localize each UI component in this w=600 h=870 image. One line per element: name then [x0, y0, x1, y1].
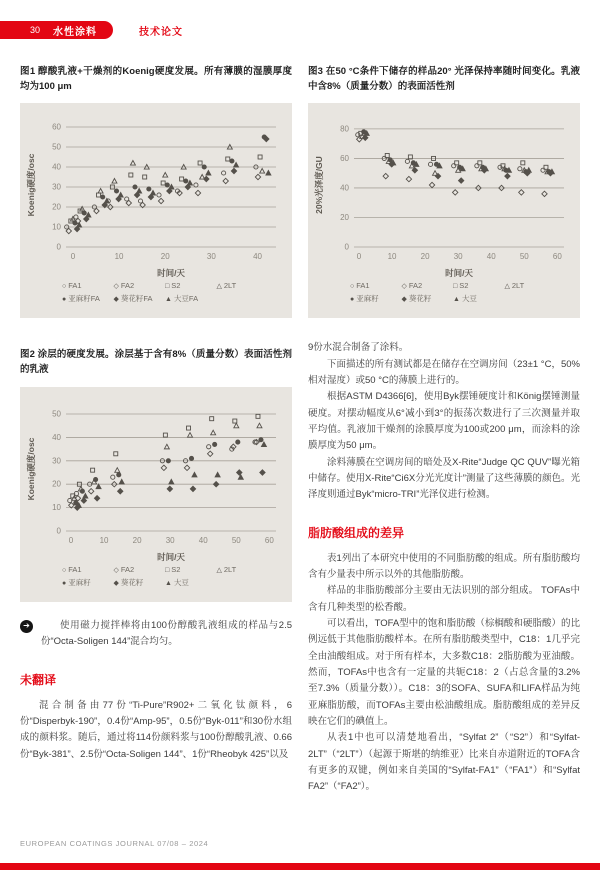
svg-text:20: 20 [52, 479, 61, 489]
figure2-caption: 图2 涂层的硬度发展。涂层基于含有8%（质量分数）表面活性剂的乳液 [20, 349, 292, 376]
legend-marker-icon: ◇ [113, 283, 119, 291]
svg-text:0: 0 [56, 242, 61, 252]
svg-text:20: 20 [340, 213, 349, 223]
legend-marker-icon: ▲ [165, 296, 172, 304]
svg-text:50: 50 [231, 535, 241, 545]
legend-marker-icon: ◆ [401, 296, 407, 304]
legend-marker-icon: ● [350, 296, 355, 304]
legend-item: ▲ 大豆FA [165, 294, 199, 304]
svg-text:Koenig硬度/osc: Koenig硬度/osc [26, 437, 36, 501]
svg-text:60: 60 [52, 122, 61, 132]
paragraph: 下面描述的所有测试都是在储存在空调房间（23±1 °C，50%相对湿度）或50 °C的薄膜上进行的。 [308, 358, 580, 387]
svg-text:50: 50 [52, 409, 61, 419]
svg-text:60: 60 [552, 252, 562, 262]
legend-item: ▲ 大豆 [165, 577, 189, 587]
svg-text:40: 40 [340, 183, 349, 193]
paragraph: 9份水混合制备了涂料。 [308, 342, 409, 354]
scatter-plot-koenig-hardness-paints [22, 399, 290, 563]
section-title: 水性涂料 [53, 26, 98, 38]
legend-item: □ S2 [453, 281, 469, 291]
footer-accent-bar [0, 863, 600, 870]
left-section-heading: 未翻译 [20, 672, 57, 687]
right-column [308, 65, 580, 796]
legend-marker-icon: ◇ [113, 566, 119, 574]
scatter-plot [22, 115, 288, 279]
figure3-legend [310, 279, 578, 310]
procedure-note-text: 使用磁力搅拌棒将由100份醇酸乳液组成的样品与2.5份“Octa-Soligen 144”混合均匀。 [41, 619, 292, 648]
legend-marker-icon: □ [165, 566, 170, 574]
two-column-layout [0, 65, 600, 796]
svg-text:20: 20 [420, 252, 430, 262]
legend-item: ◇ FA2 [113, 564, 135, 574]
legend-marker-icon: □ [453, 283, 458, 291]
svg-text:10: 10 [387, 252, 397, 262]
svg-text:20: 20 [132, 535, 142, 545]
legend-item: ◇ FA2 [401, 281, 423, 291]
svg-text:30: 30 [165, 535, 175, 545]
scatter-plot-gloss-retention [310, 115, 578, 279]
left-column [20, 65, 292, 796]
svg-text:0: 0 [344, 242, 349, 252]
svg-text:30: 30 [453, 252, 463, 262]
legend-item: △ 2LT [216, 564, 237, 574]
legend-marker-icon: ▲ [165, 579, 172, 587]
legend-item: □ S2 [165, 281, 181, 291]
svg-text:10: 10 [52, 502, 61, 512]
svg-text:20: 20 [160, 252, 170, 262]
article-type-label: 技术论文 [139, 26, 184, 38]
svg-text:30: 30 [206, 252, 216, 262]
right-body-text-top [308, 340, 580, 503]
legend-item: ○ FA1 [62, 564, 82, 574]
legend-marker-icon: ● [62, 579, 67, 587]
legend-marker-icon: ○ [62, 283, 67, 291]
legend-marker-icon: ◆ [113, 579, 119, 587]
legend-marker-icon: ○ [350, 283, 355, 291]
svg-text:30: 30 [52, 182, 61, 192]
legend-item: ● 亚麻籽 [350, 294, 379, 304]
svg-text:时间/天: 时间/天 [445, 268, 473, 279]
legend-marker-icon: ● [62, 296, 67, 304]
section-badge [0, 21, 113, 39]
page-header [0, 21, 600, 39]
legend-marker-icon: △ [216, 566, 222, 574]
svg-text:60: 60 [340, 154, 349, 164]
legend-marker-icon: ▲ [453, 296, 460, 304]
figure3-caption: 图3 在50 °C条件下储存的样品20° 光泽保持率随时间变化。乳液中含8%（质量分数）的表面活性剂 [308, 66, 580, 92]
svg-text:0: 0 [68, 535, 74, 545]
svg-text:40: 40 [253, 252, 262, 262]
paragraph: 混合制备由77份“Ti-Pure”R902+二氧化钛颜料，6份“Disperbyk-190”，0.4份“Amp-95”，0.5份“Byk-011”和30份水组成的颜料浆。随后，通过将114份颜料浆与100份醇酸乳液、0.66份“Byk-381”、2.5份“Octa-Soligen 144”、1份“Rheobyk 425”以及 [20, 699, 292, 760]
scatter-plot-koenig-hardness-emulsions [22, 115, 290, 279]
arrow-circle-icon: ➔ [20, 620, 33, 633]
figure1-caption: 图1 醇酸乳液+干燥剂的Koenig硬度发展。所有薄膜的湿膜厚度均为100 μm [20, 66, 292, 92]
svg-text:10: 10 [52, 222, 61, 232]
svg-text:50: 50 [52, 142, 61, 152]
legend-item: ◆ 葵花籽 [113, 577, 144, 587]
svg-text:Koenig硬度/osc: Koenig硬度/osc [26, 154, 36, 217]
svg-text:40: 40 [486, 252, 496, 262]
legend-item: △ 2LT [504, 281, 525, 291]
svg-text:40: 40 [198, 535, 208, 545]
legend-item: ▲ 大豆 [453, 294, 477, 304]
legend-marker-icon: ◆ [113, 296, 119, 304]
page-number: 30 [30, 25, 41, 35]
paragraph: 可以看出，TOFA型中的饱和脂肪酸（棕榈酸和硬脂酸）的比例远低于其他脂肪酸样本。在所有脂肪酸类型中，C18：1几乎完全由油酸组成。对于所有样本，大多数C18：2脂肪酸为亚油酸。然而，TOFAs中也含有一定量的共轭C18：2（占总含量的3.2%至7.3%（质量分数））。C18：3的SOFA、SUFA和LIFA样品为纯亚麻脂肪酸，而TOFAs主要由松油酸组成。脂肪酸组成的差异反映在它们的碘值上。 [308, 618, 580, 727]
svg-text:10: 10 [99, 535, 109, 545]
svg-text:40: 40 [52, 162, 61, 172]
legend-item: ● 亚麻籽 [62, 577, 91, 587]
legend-item: ○ FA1 [62, 281, 82, 291]
svg-text:20%光泽度/GU: 20%光泽度/GU [314, 156, 324, 215]
journal-footer: EUROPEAN COATINGS JOURNAL 07/08 – 2024 [20, 839, 209, 848]
figure1-legend [22, 279, 290, 310]
legend-item: △ 2LT [216, 281, 237, 291]
svg-text:40: 40 [52, 432, 61, 442]
scatter-plot [310, 115, 576, 279]
paragraph: 根据ASTM D4366[6]，使用Byk摆锤硬度计和König摆锤测量硬度。对摆动幅度从6°减小到3°的振荡次数进行了三次测量并取平均值。乳液加干燥剂的涂膜厚度为100或200 μm，而涂料的涂膜厚度为50 μm。 [308, 391, 580, 452]
svg-text:50: 50 [519, 252, 529, 262]
legend-item: □ S2 [165, 564, 181, 574]
svg-text:20: 20 [52, 202, 61, 212]
left-body-text [20, 698, 292, 763]
legend-marker-icon: △ [504, 283, 510, 291]
scatter-plot [22, 399, 288, 563]
svg-text:10: 10 [114, 252, 124, 262]
legend-item: ◆ 葵花籽FA [113, 294, 153, 304]
legend-item: ● 亚麻籽FA [62, 294, 100, 304]
figure3-chart [308, 103, 580, 318]
paragraph: 涂料薄膜在空调房间的暗处及X-Rite“Judge QC QUV”曝光箱中储存。使用X-Rite“Ci6X分光光度计”测量了这些薄膜的颜色。光泽度则通过Byk“micro-TRI”光泽仪进行检测。 [308, 456, 580, 501]
svg-text:时间/天: 时间/天 [157, 268, 185, 279]
svg-text:60: 60 [264, 535, 274, 545]
svg-text:时间/天: 时间/天 [157, 551, 185, 562]
paragraph: 从表1中也可以清楚地看出，“Sylfat 2”（“S2”）和“Sylfat-2LT”（“2LT”）（起源于斯堪的纳维亚）比来自赤道附近的TOFA含有更多的双键，例如来自美国的“Sylfat-FA1”（“FA1”）和“Sylfat FA2”（“FA2”）。 [308, 732, 580, 793]
figure2-chart [20, 387, 292, 602]
svg-text:80: 80 [340, 124, 349, 134]
legend-item: ◇ FA2 [113, 281, 135, 291]
legend-marker-icon: ○ [62, 566, 67, 574]
paragraph: 样品的非脂肪酸部分主要由无法识别的部分组成。 TOFAs中含有几种类型的松香酸。 [308, 585, 580, 613]
legend-marker-icon: ◇ [401, 283, 407, 291]
figure1-chart [20, 103, 292, 318]
legend-item: ◆ 葵花籽 [401, 294, 432, 304]
paragraph: 表1列出了本研究中使用的不同脂肪酸的组成。所有脂肪酸均含有少量表中所示以外的其他脂肪酸。 [308, 552, 580, 581]
legend-marker-icon: □ [165, 283, 170, 291]
legend-item: ○ FA1 [350, 281, 370, 291]
procedure-note [20, 618, 292, 651]
legend-marker-icon: △ [216, 283, 222, 291]
figure2-legend [22, 563, 290, 594]
svg-text:0: 0 [70, 252, 76, 262]
svg-text:30: 30 [52, 456, 61, 466]
right-body-text-bottom [308, 551, 580, 796]
svg-text:0: 0 [56, 526, 61, 536]
fatty-acid-section-heading: 脂肪酸组成的差异 [308, 525, 405, 540]
svg-text:0: 0 [356, 252, 362, 262]
